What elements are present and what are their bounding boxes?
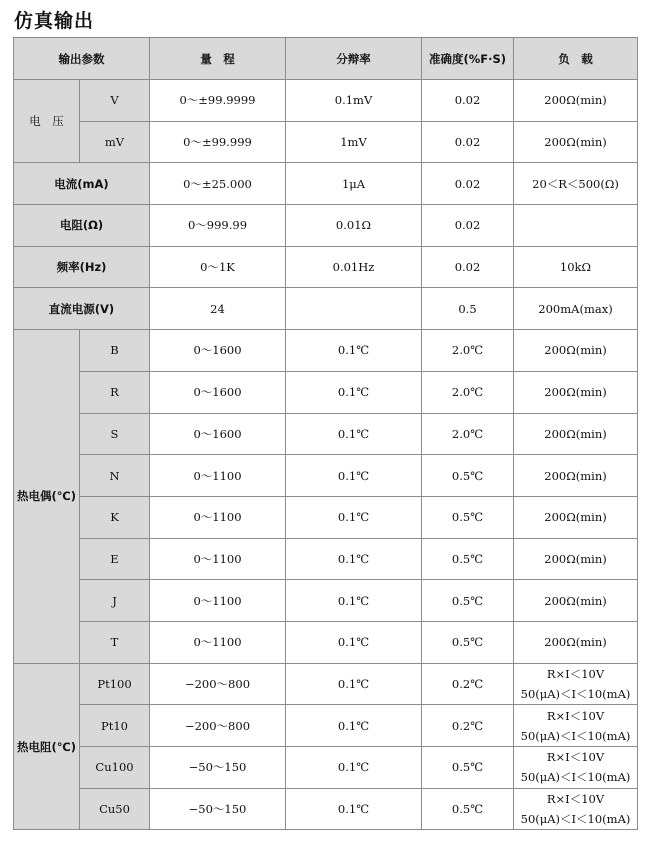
range-cell: 0～1100: [150, 621, 286, 663]
load-cell: 10kΩ: [514, 246, 638, 288]
group-cell: 电阻(Ω): [14, 205, 150, 247]
accuracy-cell: 0.02: [422, 121, 514, 163]
sub-cell: K: [80, 496, 150, 538]
range-cell: 0～1600: [150, 371, 286, 413]
range-cell: 0～1100: [150, 496, 286, 538]
group-cell: 热电阻(℃): [14, 663, 80, 830]
resolution-cell: [286, 288, 422, 330]
table-row: [14, 580, 638, 622]
accuracy-cell: 2.0℃: [422, 413, 514, 455]
resolution-cell: 0.1℃: [286, 455, 422, 497]
load-cell: 20＜R＜500(Ω): [514, 163, 638, 205]
sub-cell: N: [80, 455, 150, 497]
sub-cell: mV: [80, 121, 150, 163]
load-cell: 200Ω(min): [514, 80, 638, 122]
resolution-cell: 1mV: [286, 121, 422, 163]
resolution-cell: 0.1℃: [286, 371, 422, 413]
group-cell: 电 压: [14, 80, 80, 163]
sub-cell: Pt10: [80, 705, 150, 747]
accuracy-cell: 0.02: [422, 163, 514, 205]
load-line-2: 50(μA)＜I＜10(mA): [520, 770, 631, 785]
range-cell: 0～±25.000: [150, 163, 286, 205]
range-cell: 0～1100: [150, 580, 286, 622]
spec-table: [13, 37, 638, 830]
accuracy-cell: 2.0℃: [422, 330, 514, 372]
range-cell: 0～±99.999: [150, 121, 286, 163]
header-range: 量 程: [150, 38, 286, 80]
accuracy-cell: 0.5℃: [422, 538, 514, 580]
load-cell: [514, 788, 638, 830]
table-row: [14, 288, 638, 330]
group-cell: 直流电源(V): [14, 288, 150, 330]
accuracy-cell: 0.02: [422, 246, 514, 288]
group-cell: 电流(mA): [14, 163, 150, 205]
range-cell: 0～1K: [150, 246, 286, 288]
table-row: [14, 413, 638, 455]
header-resolution: 分辩率: [286, 38, 422, 80]
header-output-param: 输出参数: [14, 38, 150, 80]
table-row: [14, 121, 638, 163]
accuracy-cell: 0.5℃: [422, 788, 514, 830]
sub-cell: V: [80, 80, 150, 122]
group-cell: 热电偶(℃): [14, 330, 80, 664]
table-row: [14, 663, 638, 705]
resolution-cell: 0.1℃: [286, 788, 422, 830]
load-cell: 200Ω(min): [514, 621, 638, 663]
resolution-cell: 0.1℃: [286, 413, 422, 455]
table-row: [14, 538, 638, 580]
header-load: 负 载: [514, 38, 638, 80]
load-cell: 200Ω(min): [514, 413, 638, 455]
sub-cell: Cu100: [80, 747, 150, 789]
resolution-cell: 0.01Ω: [286, 205, 422, 247]
accuracy-cell: 0.5℃: [422, 621, 514, 663]
range-cell: 0～999.99: [150, 205, 286, 247]
load-cell: [514, 663, 638, 705]
table-header-row: [14, 38, 638, 80]
load-cell: [514, 747, 638, 789]
accuracy-cell: 0.5℃: [422, 580, 514, 622]
table-row: [14, 246, 638, 288]
load-cell: [514, 205, 638, 247]
resolution-cell: 0.1℃: [286, 496, 422, 538]
sub-cell: S: [80, 413, 150, 455]
load-line-1: R×I＜10V: [546, 666, 605, 681]
range-cell: −50～150: [150, 788, 286, 830]
group-cell: 频率(Hz): [14, 246, 150, 288]
resolution-cell: 0.1℃: [286, 330, 422, 372]
sub-cell: J: [80, 580, 150, 622]
range-cell: 0～±99.9999: [150, 80, 286, 122]
table-row: [14, 163, 638, 205]
table-row: [14, 371, 638, 413]
accuracy-cell: 0.5℃: [422, 455, 514, 497]
load-cell: 200mA(max): [514, 288, 638, 330]
table-row: [14, 788, 638, 830]
resolution-cell: 0.1℃: [286, 747, 422, 789]
load-line-1: R×I＜10V: [546, 792, 605, 807]
table-row: [14, 205, 638, 247]
load-cell: [514, 705, 638, 747]
table-row: [14, 747, 638, 789]
sub-cell: E: [80, 538, 150, 580]
range-cell: 0～1600: [150, 413, 286, 455]
load-cell: 200Ω(min): [514, 580, 638, 622]
sub-cell: B: [80, 330, 150, 372]
load-cell: 200Ω(min): [514, 121, 638, 163]
range-cell: 0～1600: [150, 330, 286, 372]
load-cell: 200Ω(min): [514, 330, 638, 372]
table-row: [14, 496, 638, 538]
resolution-cell: 0.1℃: [286, 580, 422, 622]
range-cell: 0～1100: [150, 538, 286, 580]
range-cell: −200～800: [150, 705, 286, 747]
load-line-2: 50(μA)＜I＜10(mA): [520, 728, 631, 743]
table-row: [14, 80, 638, 122]
load-cell: 200Ω(min): [514, 538, 638, 580]
page-title: 仿真输出: [14, 10, 95, 32]
accuracy-cell: 0.2℃: [422, 705, 514, 747]
load-line-1: R×I＜10V: [546, 750, 605, 765]
sub-cell: R: [80, 371, 150, 413]
accuracy-cell: 0.5℃: [422, 747, 514, 789]
resolution-cell: 0.1mV: [286, 80, 422, 122]
table-row: [14, 621, 638, 663]
resolution-cell: 0.01Hz: [286, 246, 422, 288]
accuracy-cell: 0.5: [422, 288, 514, 330]
resolution-cell: 0.1℃: [286, 621, 422, 663]
accuracy-cell: 2.0℃: [422, 371, 514, 413]
accuracy-cell: 0.2℃: [422, 663, 514, 705]
load-line-2: 50(μA)＜I＜10(mA): [520, 686, 631, 701]
load-cell: 200Ω(min): [514, 496, 638, 538]
table-row: [14, 330, 638, 372]
resolution-cell: 1μA: [286, 163, 422, 205]
header-accuracy: 准确度(%F·S): [422, 38, 514, 80]
load-cell: 200Ω(min): [514, 371, 638, 413]
range-cell: 0～1100: [150, 455, 286, 497]
sub-cell: Pt100: [80, 663, 150, 705]
range-cell: 24: [150, 288, 286, 330]
accuracy-cell: 0.02: [422, 205, 514, 247]
range-cell: −200～800: [150, 663, 286, 705]
table-row: [14, 705, 638, 747]
resolution-cell: 0.1℃: [286, 663, 422, 705]
accuracy-cell: 0.02: [422, 80, 514, 122]
accuracy-cell: 0.5℃: [422, 496, 514, 538]
range-cell: −50～150: [150, 747, 286, 789]
table-row: [14, 455, 638, 497]
sub-cell: Cu50: [80, 788, 150, 830]
sub-cell: T: [80, 621, 150, 663]
load-line-2: 50(μA)＜I＜10(mA): [520, 812, 631, 827]
load-cell: 200Ω(min): [514, 455, 638, 497]
resolution-cell: 0.1℃: [286, 538, 422, 580]
load-line-1: R×I＜10V: [546, 708, 605, 723]
resolution-cell: 0.1℃: [286, 705, 422, 747]
